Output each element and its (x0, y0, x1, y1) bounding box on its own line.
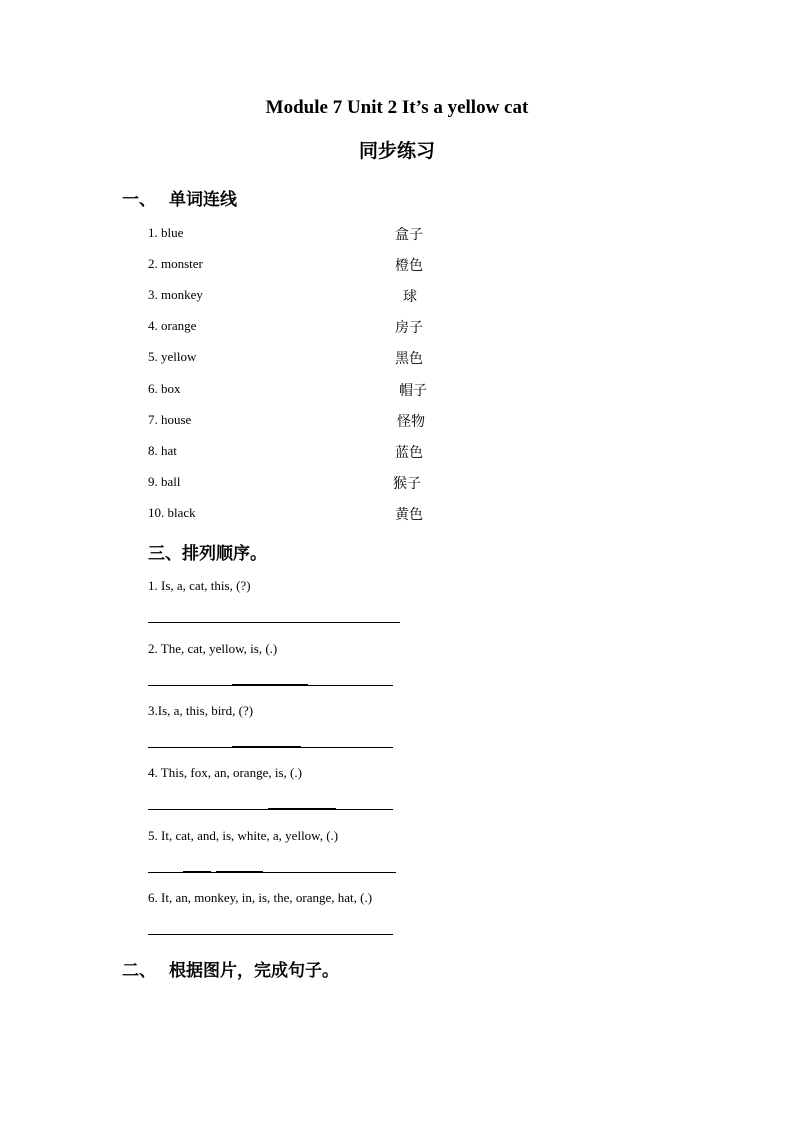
answer-line-accent (216, 871, 263, 872)
word-item: 3. monkey (148, 287, 203, 302)
section3-heading: 三、排列顺序。 (148, 544, 267, 563)
answer-line-accent (268, 808, 336, 809)
section2-heading: 根据图片，完成句子。 (169, 961, 339, 980)
answer-line (148, 685, 393, 686)
answer-line (148, 622, 400, 623)
word-item: 7. house (148, 412, 192, 427)
ordering-item: 3.Is, a, this, bird, (?) (148, 703, 254, 718)
meaning-item: 帽子 (399, 384, 427, 399)
word-item: 8. hat (148, 443, 177, 458)
meaning-item: 盒子 (395, 228, 423, 243)
section2-number: 二、 (122, 961, 156, 980)
word-item: 1. blue (148, 225, 184, 240)
word-item: 2. monster (148, 256, 203, 271)
answer-line (148, 934, 393, 935)
ordering-item: 5. It, cat, and, is, white, a, yellow, (.) (148, 828, 339, 843)
word-item: 9. ball (148, 474, 181, 489)
ordering-item: 2. The, cat, yellow, is, (.) (148, 641, 278, 656)
ordering-item: 1. Is, a, cat, this, (?) (148, 578, 251, 593)
word-item: 5. yellow (148, 349, 197, 364)
meaning-item: 黑色 (395, 352, 423, 367)
ordering-item: 6. It, an, monkey, in, is, the, orange, hat, (.) (148, 890, 373, 905)
meaning-item: 蓝色 (395, 446, 423, 461)
page-subtitle: 同步练习 (358, 141, 435, 162)
page-title: Module 7 Unit 2 It’s a yellow cat (265, 97, 529, 118)
answer-line (148, 872, 396, 873)
section1-heading: 单词连线 (169, 190, 237, 209)
word-item: 6. box (148, 381, 181, 396)
meaning-item: 橙色 (395, 259, 423, 274)
meaning-item: 房子 (395, 321, 423, 336)
answer-line-accent (232, 746, 301, 747)
answer-line-accent (232, 684, 308, 685)
meaning-item: 球 (403, 290, 417, 305)
answer-line (148, 809, 393, 810)
ordering-item: 4. This, fox, an, orange, is, (.) (148, 765, 302, 780)
section1-number: 一、 (122, 190, 156, 209)
answer-line (148, 747, 393, 748)
meaning-item: 猴子 (393, 477, 421, 492)
meaning-item: 黄色 (395, 508, 423, 523)
word-item: 10. black (148, 505, 196, 520)
word-item: 4. orange (148, 318, 197, 333)
meaning-item: 怪物 (397, 415, 425, 430)
answer-line-accent (183, 871, 211, 872)
